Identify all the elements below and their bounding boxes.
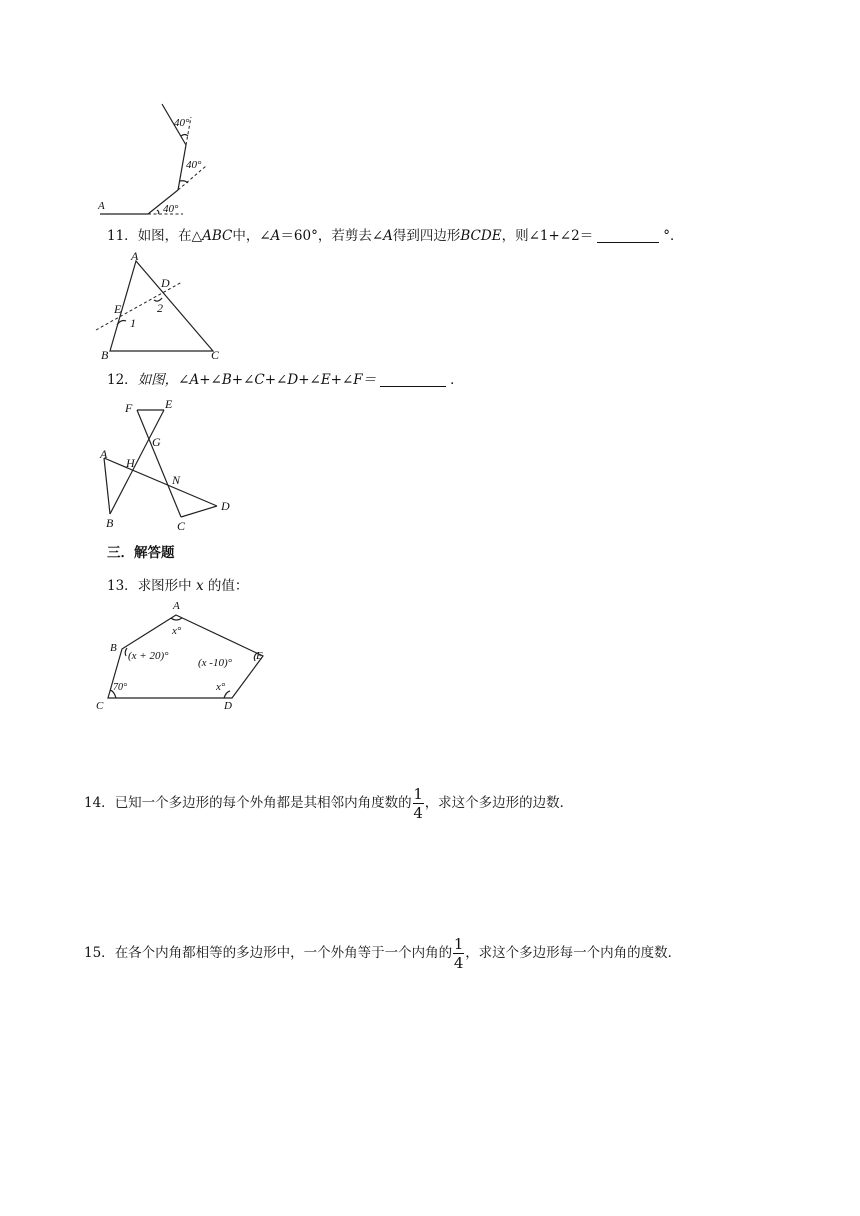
angle-path-figure	[0, 0, 860, 230]
angle-label-e: (x -10)°	[198, 657, 233, 669]
segment-ab	[104, 458, 110, 514]
question-12: 12．如图，∠A+∠B+∠C+∠D+∠E+∠F＝ ．	[107, 372, 464, 388]
angle-arc-2	[180, 181, 188, 183]
segment-ad	[104, 458, 217, 506]
label-b: B	[110, 642, 117, 654]
label-c: C	[211, 348, 220, 362]
label-e: E	[114, 302, 122, 316]
label-a: A	[173, 600, 180, 612]
answer-blank[interactable]	[380, 372, 446, 387]
label-2: 2	[157, 301, 163, 315]
question-number: 11．	[107, 228, 138, 244]
fraction: $\frac{1}{4}$	[413, 785, 423, 822]
label-a: A	[100, 447, 108, 461]
angle-label-d: x°	[216, 681, 226, 693]
angle-arc-3	[157, 210, 159, 214]
label-d: D	[224, 700, 232, 712]
angle-arc-1	[181, 135, 188, 137]
label-b: B	[106, 516, 114, 530]
label-1: 1	[130, 316, 136, 330]
question-number: 14．	[84, 795, 115, 811]
question-15: 15．在各个内角都相等的多边形中，一个外角等于一个内角的 $\frac{1}{4}$ ，求这个多边形每一个内角的度数．	[84, 935, 682, 972]
angle-label-3: 40°	[163, 203, 179, 215]
section-title: 三．解答题	[107, 545, 175, 561]
label-c: C	[96, 700, 104, 712]
label-b: B	[101, 348, 109, 362]
star-figure	[0, 395, 860, 535]
angle-arc-b	[125, 648, 127, 656]
label-a: A	[131, 249, 139, 263]
pentagon-figure	[0, 595, 860, 715]
angle-arc-a	[171, 618, 182, 620]
label-d: D	[221, 499, 230, 513]
label-n: N	[172, 473, 181, 487]
angle-label-a: x°	[172, 625, 182, 637]
segment-eb	[110, 410, 164, 514]
angle-label-c: 70°	[113, 682, 127, 693]
point-label-a: A	[98, 200, 105, 212]
label-d: D	[161, 276, 170, 290]
question-number: 12．	[107, 372, 138, 388]
question-11: 11．如图，在△ABC中，∠A＝60°，若剪去∠A得到四边形BCDE，则∠1+∠2＝ °．	[107, 228, 684, 244]
label-g: G	[152, 435, 161, 449]
label-e: E	[256, 650, 263, 662]
label-h: H	[126, 456, 135, 470]
angle-label-2: 40°	[186, 159, 202, 171]
fraction: $\frac{1}{4}$	[453, 935, 464, 972]
answer-blank[interactable]	[597, 228, 659, 243]
label-c: C	[177, 519, 186, 533]
question-number: 15．	[84, 945, 115, 961]
question-13: 13．求图形中 x 的值：	[107, 578, 249, 594]
question-14: 14．已知一个多边形的每个外角都是其相邻内角度数的 $\frac{1}{4}$ ，求这个多边形的边数．	[84, 785, 574, 822]
label-e: E	[165, 397, 173, 411]
angle-label-b: (x + 20)°	[128, 650, 169, 662]
triangle-cut-figure	[0, 245, 860, 365]
label-f: F	[125, 401, 133, 415]
question-number: 13．	[107, 578, 138, 594]
angle-label-1: 40°	[174, 117, 190, 129]
segment-cd	[181, 506, 217, 517]
segment-fc	[137, 410, 181, 517]
path-segment-2	[178, 145, 186, 190]
